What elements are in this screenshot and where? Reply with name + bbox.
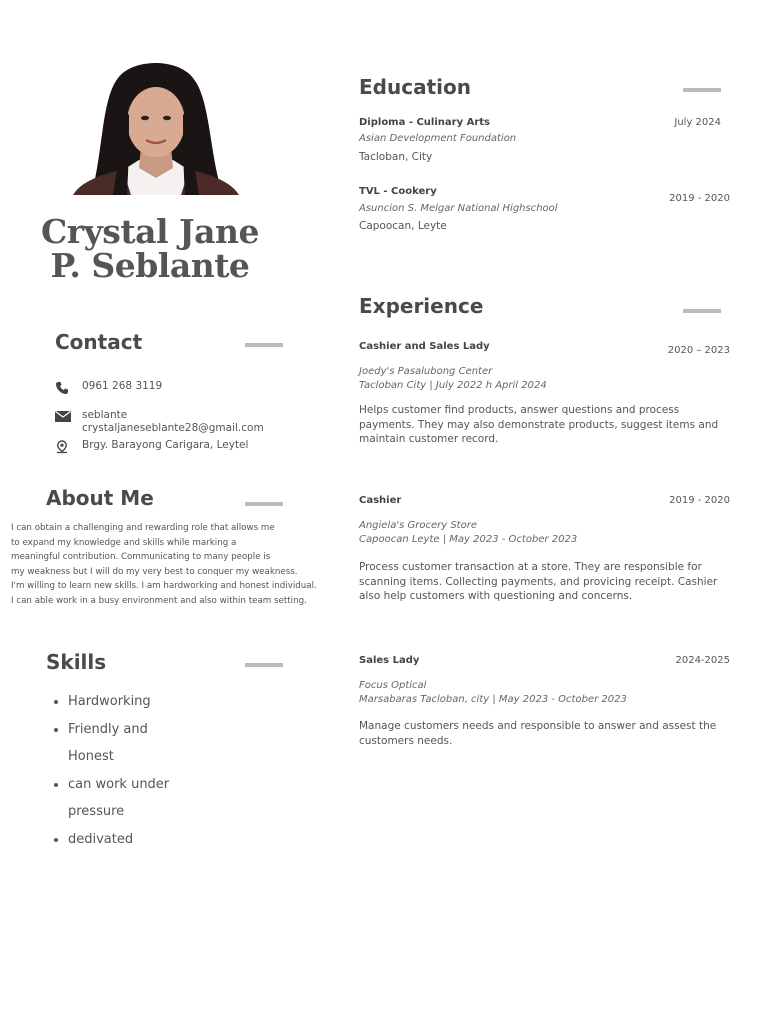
skills-heading-bar	[245, 663, 283, 667]
education-date: July 2024	[674, 117, 721, 128]
about-line: my weakness but I will do my very best to conquer my weakness.	[11, 566, 298, 577]
name-line-2: P. Seblante	[50, 246, 250, 285]
education-title: Diploma - Culinary Arts	[359, 117, 490, 128]
contact-email	[82, 409, 264, 435]
contact-heading-bar	[245, 343, 283, 347]
skills-heading: Skills	[46, 650, 107, 674]
experience-org-detail: Marsabaras Tacloban, city | May 2023 - October 2023	[359, 694, 627, 705]
education-location: Capoocan, Leyte	[359, 220, 447, 232]
experience-org: Joedy's Pasalubong Center	[359, 366, 493, 377]
experience-org-detail: Tacloban City | July 2022 h April 2024	[359, 380, 547, 391]
about-line: I can obtain a challenging and rewarding role that allows me	[11, 523, 275, 533]
experience-title: Cashier	[359, 495, 402, 506]
skill-item: pressure	[68, 804, 125, 819]
about-line: I can able work in a busy environment and also within team setting.	[11, 595, 307, 606]
contact-email-line-1: seblante	[82, 409, 128, 421]
skill-item: • can work under	[68, 771, 248, 799]
contact-address: Brgy. Barayong Carigara, Leytel	[82, 439, 249, 451]
experience-org-detail: Capoocan Leyte | May 2023 - October 2023	[359, 534, 578, 545]
education-title: TVL - Cookery	[359, 186, 437, 197]
education-date: 2019 - 2020	[669, 193, 730, 204]
about-heading: About Me	[46, 486, 154, 510]
experience-description: Process customer transaction at a store. They are responsible for scanning items. Collecting payments, and provicing receipt. Cashier also help customers with questioning and concerns.	[359, 561, 718, 603]
profile-photo	[73, 60, 239, 195]
experience-date: 2020 – 2023	[667, 345, 730, 356]
contact-heading: Contact	[55, 330, 143, 354]
experience-heading: Experience	[359, 294, 484, 318]
experience-title: Cashier and Sales Lady	[359, 341, 490, 352]
phone-icon	[55, 381, 69, 393]
about-text	[11, 521, 341, 608]
experience-heading-bar	[683, 309, 721, 313]
experience-description: Helps customer find products, answer questions and process payments. They may also demonstrate products, suggest items and maintain customer record.	[359, 404, 719, 446]
contact-phone: 0961 268 3119	[82, 380, 163, 392]
education-school: Asian Development Foundation	[359, 133, 517, 144]
skills-list	[46, 688, 248, 853]
name-line-1: Crystal Jane	[40, 212, 260, 251]
profile-name	[30, 212, 270, 285]
about-line: to expand my knowledge and skills while marking a	[11, 537, 237, 548]
about-line: meaningful contribution. Communicating to many people is	[11, 552, 271, 562]
contact-email-line-2: crystaljaneseblante28@gmail.com	[82, 422, 264, 434]
skill-item: • dedivated	[68, 826, 248, 854]
mail-icon	[55, 411, 69, 423]
education-heading: Education	[359, 75, 471, 99]
experience-title: Sales Lady	[359, 655, 420, 666]
experience-date: 2024-2025	[675, 655, 730, 666]
experience-org: Angiela's Grocery Store	[359, 520, 477, 531]
education-location: Tacloban, City	[359, 151, 433, 163]
skill-item: Honest	[68, 749, 114, 764]
experience-date: 2019 - 2020	[669, 495, 730, 506]
about-line: I'm willing to learn new skills. I am hardworking and honest individual.	[11, 581, 317, 591]
education-school: Asuncion S. Melgar National Highschool	[359, 203, 558, 214]
skill-item: • Hardworking	[68, 688, 248, 716]
experience-org: Focus Optical	[359, 680, 427, 691]
skill-item: • Friendly and	[68, 716, 248, 744]
location-pin-icon	[55, 440, 69, 452]
education-heading-bar	[683, 88, 721, 92]
about-heading-bar	[245, 502, 283, 506]
experience-description: Manage customers needs and responsible to answer and assest the customers needs.	[359, 720, 717, 747]
